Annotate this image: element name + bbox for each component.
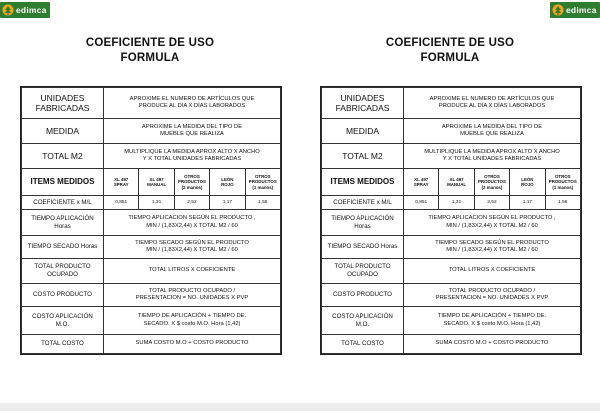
right-page: [300, 0, 600, 411]
desc-total-m2: MULTIPLIQUE LA MEDIDA APROX ALTO X ANCHO Y X TOTAL UNIDADES FABRICADAS: [104, 144, 281, 169]
label-coeficiente: COEFICIENTE x M/L: [322, 196, 404, 210]
row-items: [22, 169, 281, 196]
column-otros-2manos: OTROS PRODUCTOS (2 manos): [174, 169, 209, 196]
row-total-producto: [322, 259, 581, 284]
row-tiempo-aplicacion: [322, 210, 581, 236]
desc-total-producto: TOTAL LITROS X COEFICIENTE: [404, 259, 581, 284]
brand-name: edimca: [16, 5, 47, 15]
row-total-producto: [22, 259, 281, 284]
coef-value: 1,31: [439, 196, 474, 210]
label-total-costo: TOTAL COSTO: [22, 335, 104, 354]
label-total-costo: TOTAL COSTO: [322, 335, 404, 354]
label-medida: MEDIDA: [22, 119, 104, 144]
row-costo-producto: [22, 284, 281, 307]
desc-costo-aplicacion: TIEMPO DE APLICACIÓN + TIEMPO DE. SECADO. X $ costo M.O. Hora (1,42): [104, 307, 281, 335]
row-medida: [322, 119, 581, 144]
label-tiempo-secado: TIEMPO SECADO Horas: [22, 236, 104, 259]
desc-medida: APROXIME LA MEDIDA DEL TIPO DE MUEBLE QUE REALIZA: [104, 119, 281, 144]
desc-total-costo: SUMA COSTO M.O + COSTO PRODUCTO: [104, 335, 281, 354]
desc-unidades: APROXIME EL NUMERO DE ARTÍCULOS QUE PRODUCE AL DÍA X DÍAS LABORADOS: [404, 88, 581, 119]
tree-icon: [2, 4, 14, 16]
desc-tiempo-aplicacion: TIEMPO APLICACION SEGÚN EL PRODUCTO , MIN / (1,83X2,44) X TOTAL M2 / 60: [404, 210, 581, 236]
desc-costo-aplicacion: TIEMPO DE APLICACIÓN + TIEMPO DE. SECADO. X $ costo M.O. Hora (1,42): [404, 307, 581, 335]
coef-value: 1,56: [545, 196, 580, 210]
label-coeficiente: COEFICIENTE x M/L: [22, 196, 104, 210]
label-tiempo-aplicacion: TIEMPO APLICACIÓN Horas: [322, 210, 404, 236]
row-costo-aplicacion: [22, 307, 281, 335]
column-xl497-manual: XL 497 MANUAL: [439, 169, 474, 196]
row-coeficiente: [322, 196, 581, 210]
label-items: ITEMS MEDIDOS: [322, 169, 404, 196]
desc-tiempo-aplicacion: TIEMPO APLICACION SEGÚN EL PRODUCTO , MIN / (1,83X2,44) X TOTAL M2 / 60: [104, 210, 281, 236]
row-total-costo: [22, 335, 281, 354]
column-otros-1mano: OTROS PRODUCTOS (1 manos): [245, 169, 280, 196]
label-tiempo-aplicacion: TIEMPO APLICACIÓN Horas: [22, 210, 104, 236]
row-costo-aplicacion: [322, 307, 581, 335]
brand-name: edimca: [566, 5, 597, 15]
row-total-m2: [322, 144, 581, 169]
label-medida: MEDIDA: [322, 119, 404, 144]
row-coeficiente: [22, 196, 281, 210]
row-tiempo-aplicacion: [22, 210, 281, 236]
column-leon-rojo: LEÓN ROJO: [510, 169, 545, 196]
column-xl497-spray: XL 497 SPRAY: [104, 169, 139, 196]
desc-total-costo: SUMA COSTO M.O + COSTO PRODUCTO: [404, 335, 581, 354]
desc-costo-producto: TOTAL PRODUCTO OCUPADO / PRESENTACION = NO. UNIDADES X PVP: [104, 284, 281, 307]
desc-tiempo-secado: TIEMPO SECADO SEGÚN EL PRODUCTO MIN / (1,83X2,44) X TOTAL M2 / 60: [104, 236, 281, 259]
label-total-producto: TOTAL PRODUCTO OCUPADO: [322, 259, 404, 284]
row-items: [322, 169, 581, 196]
row-tiempo-secado: [22, 236, 281, 259]
bottom-bar: [0, 403, 600, 411]
coef-value: 1,17: [510, 196, 545, 210]
label-items: ITEMS MEDIDOS: [22, 169, 104, 196]
title-line-2: FORMULA: [120, 52, 180, 64]
desc-tiempo-secado: TIEMPO SECADO SEGÚN EL PRODUCTO MIN / (1,83X2,44) X TOTAL M2 / 60: [404, 236, 581, 259]
label-costo-aplicacion: COSTO APLICACIÓN M.O.: [322, 307, 404, 335]
label-unidades: UNIDADES FABRICADAS: [322, 88, 404, 119]
title-line-1: COEFICIENTE DE USO: [385, 37, 515, 49]
row-costo-producto: [322, 284, 581, 307]
coef-value: 0,851: [404, 196, 439, 210]
tree-icon: [552, 4, 564, 16]
coef-value: 1,31: [139, 196, 174, 210]
formula-table: [320, 86, 582, 355]
formula-table: [20, 86, 282, 355]
label-costo-producto: COSTO PRODUCTO: [322, 284, 404, 307]
label-costo-aplicacion: COSTO APLICACIÓN M.O.: [22, 307, 104, 335]
column-otros-1mano: OTROS PRODUCTOS (1 manos): [545, 169, 580, 196]
label-total-producto: TOTAL PRODUCTO OCUPADO: [22, 259, 104, 284]
label-unidades: UNIDADES FABRICADAS: [22, 88, 104, 119]
page-title: [0, 36, 300, 66]
label-tiempo-secado: TIEMPO SECADO Horas: [322, 236, 404, 259]
edimca-logo: [0, 2, 50, 18]
row-unidades: [322, 88, 581, 119]
coef-value: 0,851: [104, 196, 139, 210]
label-total-m2: TOTAL M2: [22, 144, 104, 169]
coef-value: 2,52: [474, 196, 509, 210]
row-medida: [22, 119, 281, 144]
column-leon-rojo: LEÓN ROJO: [210, 169, 245, 196]
label-costo-producto: COSTO PRODUCTO: [22, 284, 104, 307]
coef-value: 2,52: [174, 196, 209, 210]
coef-value: 1,56: [245, 196, 280, 210]
label-total-m2: TOTAL M2: [322, 144, 404, 169]
row-total-m2: [22, 144, 281, 169]
column-otros-2manos: OTROS PRODUCTOS (2 manos): [474, 169, 509, 196]
desc-unidades: APROXIME EL NUMERO DE ARTÍCULOS QUE PRODUCE AL DÍA X DÍAS LABORADOS: [104, 88, 281, 119]
row-total-costo: [322, 335, 581, 354]
desc-medida: APROXIME LA MEDIDA DEL TIPO DE MUEBLE QUE REALIZA: [404, 119, 581, 144]
row-unidades: [22, 88, 281, 119]
desc-total-m2: MULTIPLIQUE LA MEDIDA APROX ALTO X ANCHO Y X TOTAL UNIDADES FABRICADAS: [404, 144, 581, 169]
column-xl497-manual: XL 497 MANUAL: [139, 169, 174, 196]
row-tiempo-secado: [322, 236, 581, 259]
column-xl497-spray: XL 497 SPRAY: [404, 169, 439, 196]
desc-costo-producto: TOTAL PRODUCTO OCUPADO / PRESENTACION = NO. UNIDADES X PVP: [404, 284, 581, 307]
edimca-logo: [550, 2, 600, 18]
title-line-2: FORMULA: [420, 52, 480, 64]
coef-value: 1,17: [210, 196, 245, 210]
desc-total-producto: TOTAL LITROS X COEFICIENTE: [104, 259, 281, 284]
page-title: [300, 36, 600, 66]
title-line-1: COEFICIENTE DE USO: [85, 37, 215, 49]
